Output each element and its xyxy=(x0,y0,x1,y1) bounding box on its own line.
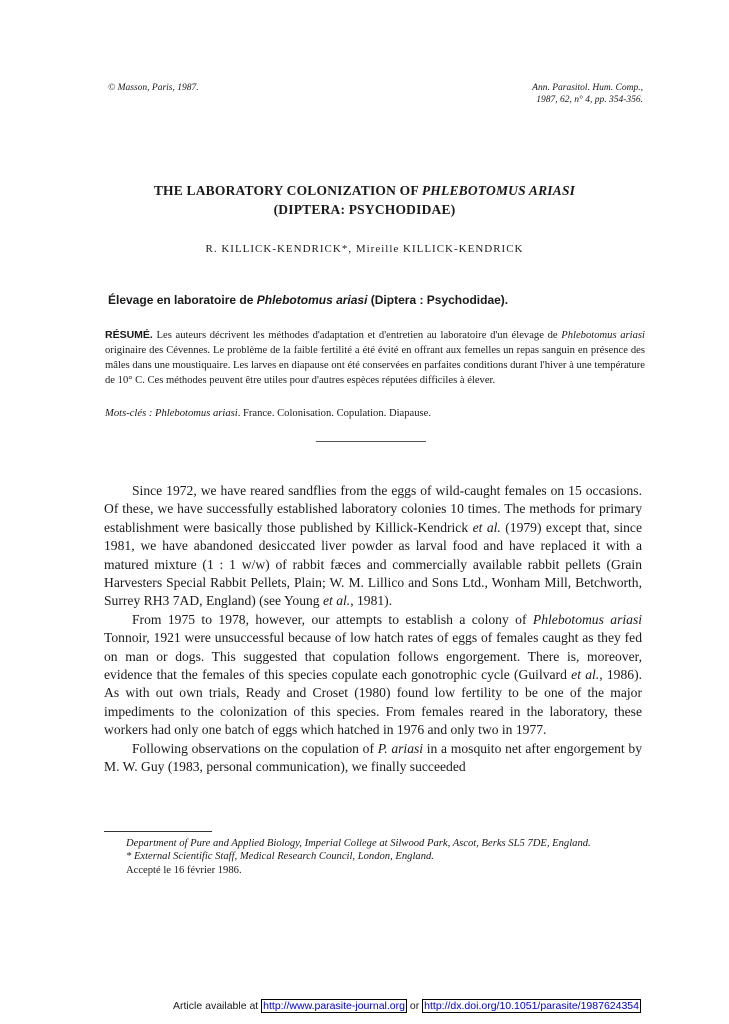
doi-link[interactable]: http://dx.doi.org/10.1051/parasite/1987624354 xyxy=(424,1000,639,1012)
header-citation xyxy=(532,82,643,106)
article-title xyxy=(0,181,729,219)
footnote-external-staff: * External Scientific Staff, Medical Research Council, London, England. xyxy=(126,850,434,862)
availability-line xyxy=(0,1000,729,1012)
title-line-1 xyxy=(0,181,729,200)
resume-abstract xyxy=(105,328,645,388)
paragraph-3 xyxy=(104,740,642,777)
keywords xyxy=(105,408,431,419)
p2-text-b: Tonnoir, 1921 were unsuccessful because of low hatch rates of eggs of females caught as they fed on man or dogs. This suggested that copulation follows engorgement. There is, moreover, evidence that the females of this species copulate each gonotrophic cycle (Guilvard xyxy=(104,630,642,683)
p2-text-c: , 1986). As with out own trials, Ready and Croset (1980) found low fertility to be one of the major impediments to the colonization of this species. From females reared in the laboratory, these workers had only one batch of eggs which hatched in 1976 and only two in 1977. xyxy=(104,667,642,738)
resume-species: Phlebotomus ariasi xyxy=(561,330,645,341)
authors: R. KILLICK-KENDRICK*, Mireille KILLICK-KENDRICK xyxy=(205,243,524,255)
p1-etal-1: et al. xyxy=(472,519,501,535)
footnote-affiliation: Department of Pure and Applied Biology, Imperial College at Silwood Park, Ascot, Berks SL5 7DE, England. xyxy=(126,838,591,849)
p3-text-b: in a mosquito net after engorgement by M. W. Guy (1983, personal communication), we finally succeeded xyxy=(104,740,642,775)
header-journal: Ann. Parasitol. Hum. Comp., xyxy=(532,83,643,93)
accepted-date: Accepté le 16 février 1986. xyxy=(126,865,242,877)
availability-prefix: Article available at xyxy=(173,1000,262,1012)
journal-link[interactable]: http://www.parasite-journal.org xyxy=(263,1000,405,1012)
p2-text-a: From 1975 to 1978, however, our attempts to establish a colony of xyxy=(132,611,533,627)
p1-text-a: Since 1972, we have reared sandflies from the eggs of wild-caught females on 15 occasions. Of these, we have successfully established laboratory colonies 10 times. The methods for primary establishment were basically those published by Killick-Kendrick xyxy=(104,483,642,535)
p2-species: Phlebotomus ariasi xyxy=(532,611,643,627)
body-text xyxy=(104,482,642,777)
title-prefix: THE LABORATORY COLONIZATION OF xyxy=(153,183,422,198)
header-copyright: © Masson, Paris, 1987. xyxy=(108,83,199,93)
p2-etal: et al. xyxy=(571,667,600,683)
resume-text-b: originaire des Cévennes. Le problème de la faible fertilité a été évité en offrant aux femelles un repas sanguin en présence des mâles dans une moustiquaire. Les larves en diapause ont été conservées en parfaites conditions durant l'hiver à une température de 10° C. Ces méthodes peuvent être utiles pour d'autres espèces réputées difficiles à élever. xyxy=(105,345,645,386)
footnotes xyxy=(104,838,642,878)
header-volume-pages: 1987, 62, n° 4, pp. 354-356. xyxy=(536,95,643,105)
paragraph-2 xyxy=(104,611,642,740)
paragraph-1 xyxy=(104,482,642,611)
keywords-text: . France. Colonisation. Copulation. Diapause. xyxy=(237,408,432,419)
p3-text-a: Following observations on the copulation of xyxy=(132,740,378,756)
french-title-species: Phlebotomus ariasi xyxy=(256,293,368,307)
keywords-label: Mots-clés : Phlebotomus ariasi xyxy=(105,408,238,419)
availability-middle: or xyxy=(406,1000,423,1012)
french-title-suffix: (Diptera : Psychodidae). xyxy=(367,293,509,307)
resume-text-a: Les auteurs décrivent les méthodes d'adaptation et d'entretien au laboratoire d'un élevage de xyxy=(152,330,562,341)
p1-text-c: , 1981). xyxy=(350,593,393,609)
french-title-prefix: Élevage en laboratoire de xyxy=(108,293,257,307)
section-divider xyxy=(316,441,426,442)
french-title xyxy=(108,293,508,307)
footnote-rule xyxy=(104,831,212,832)
title-line-2: (DIPTERA: PSYCHODIDAE) xyxy=(273,202,456,217)
p1-etal-2: et al. xyxy=(323,593,351,609)
p3-species: P. ariasi xyxy=(377,740,424,756)
resume-label: RÉSUMÉ. xyxy=(105,329,153,341)
title-species: PHLEBOTOMUS ARIASI xyxy=(421,183,576,198)
availability-wrap xyxy=(173,1000,641,1012)
p1-text-b: (1979) except that, since 1981, we have abandoned desiccated liver powder as larval food and have replaced it with a matured mixture (1 : 1 w/w) of rabbit fæces and commercially available rabbit pellets (Grain Harvesters Special Rabbit Pellets, Plain; W. M. Lillico and Sons Ltd., Wonham Mill, Betchworth, Surrey RH3 7AD, England) (see Young xyxy=(104,519,642,609)
